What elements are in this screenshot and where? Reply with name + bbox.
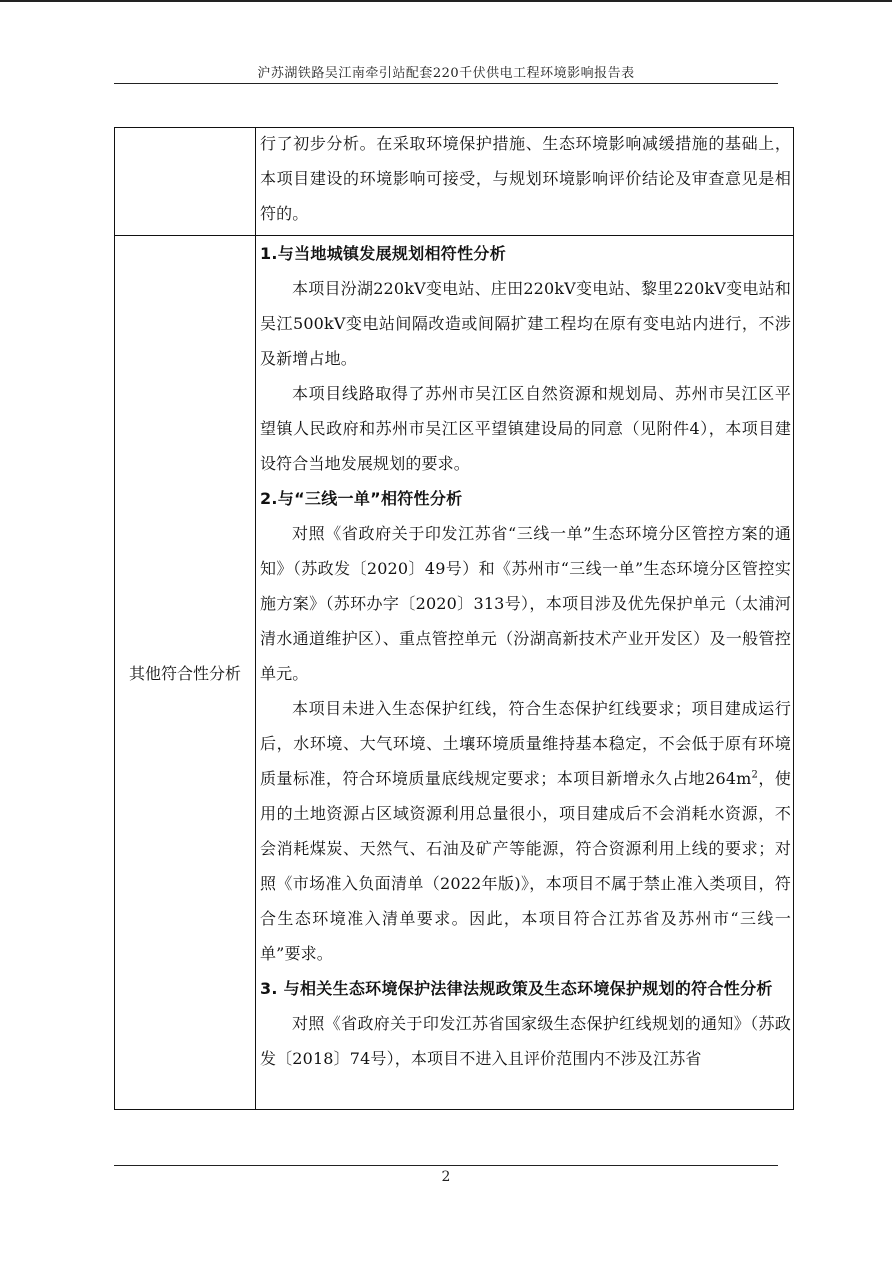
table-row: [115, 236, 794, 1110]
table-row: [115, 128, 794, 236]
paragraph-text: ，使用的土地资源占区域资源利用总量很小，项目建成后不会消耗水资源，不会消耗煤炭、天然气、石油及矿产等能源，符合资源利用上线的要求；对照《市场准入负面清单（2022年版)》，本项目不属于禁止准入类项目，符合生态环境准入清单要求。因此，本项目符合江苏省及苏州市“三线一单”要求。: [260, 769, 791, 963]
row-content: [256, 128, 794, 236]
paragraph: 行了初步分析。在采取环境保护措施、生态环境影响减缓措施的基础上，本项目建设的环境影响可接受，与规划环境影响评价结论及审查意见是相符的。: [260, 134, 791, 223]
row-label-other-compliance: 其他符合性分析: [115, 236, 256, 1110]
row-content: [256, 236, 794, 1110]
footer-divider: [114, 1165, 778, 1166]
paragraph: [260, 691, 791, 971]
header-divider: [114, 83, 778, 84]
document-header-title: 沪苏湖铁路吴江南牵引站配套220千伏供电工程环境影响报告表: [257, 66, 635, 81]
superscript: 2: [751, 769, 758, 781]
section-heading-2: 2.与“三线一单”相符性分析: [260, 489, 463, 508]
paragraph: 本项目线路取得了苏州市吴江区自然资源和规划局、苏州市吴江区平望镇人民政府和苏州市吴江区平望镇建设局的同意（见附件4），本项目建设符合当地发展规划的要求。: [260, 384, 791, 473]
paragraph-text: 本项目未进入生态保护红线，符合生态保护红线要求；项目建成运行后，水环境、大气环境、土壤环境质量维持基本稳定，不会低于原有环境质量标准，符合环境质量底线规定要求；本项目新增永久占地264m: [260, 699, 791, 788]
section-heading-1: 1.与当地城镇发展规划相符性分析: [260, 244, 507, 263]
section-heading-3: 3. 与相关生态环境保护法律法规政策及生态环境保护规划的符合性分析: [260, 979, 773, 998]
analysis-table: [114, 127, 794, 1110]
paragraph: 对照《省政府关于印发江苏省国家级生态保护红线规划的通知》（苏政发〔2018〕74号），本项目不进入且评价范围内不涉及江苏省: [260, 1014, 791, 1068]
page-number: 2: [441, 1169, 451, 1185]
row-label-empty: [115, 128, 256, 236]
paragraph: 对照《省政府关于印发江苏省“三线一单”生态环境分区管控方案的通知》（苏政发〔2020〕49号）和《苏州市“三线一单”生态环境分区管控实施方案》（苏环办字〔2020〕313号），本项目涉及优先保护单元（太浦河清水通道维护区）、重点管控单元（汾湖高新技术产业开发区）及一般管控单元。: [260, 524, 791, 683]
paragraph: 本项目汾湖220kV变电站、庄田220kV变电站、黎里220kV变电站和吴江500kV变电站间隔改造或间隔扩建工程均在原有变电站内进行，不涉及新增占地。: [260, 279, 791, 368]
top-border: [0, 0, 892, 2]
